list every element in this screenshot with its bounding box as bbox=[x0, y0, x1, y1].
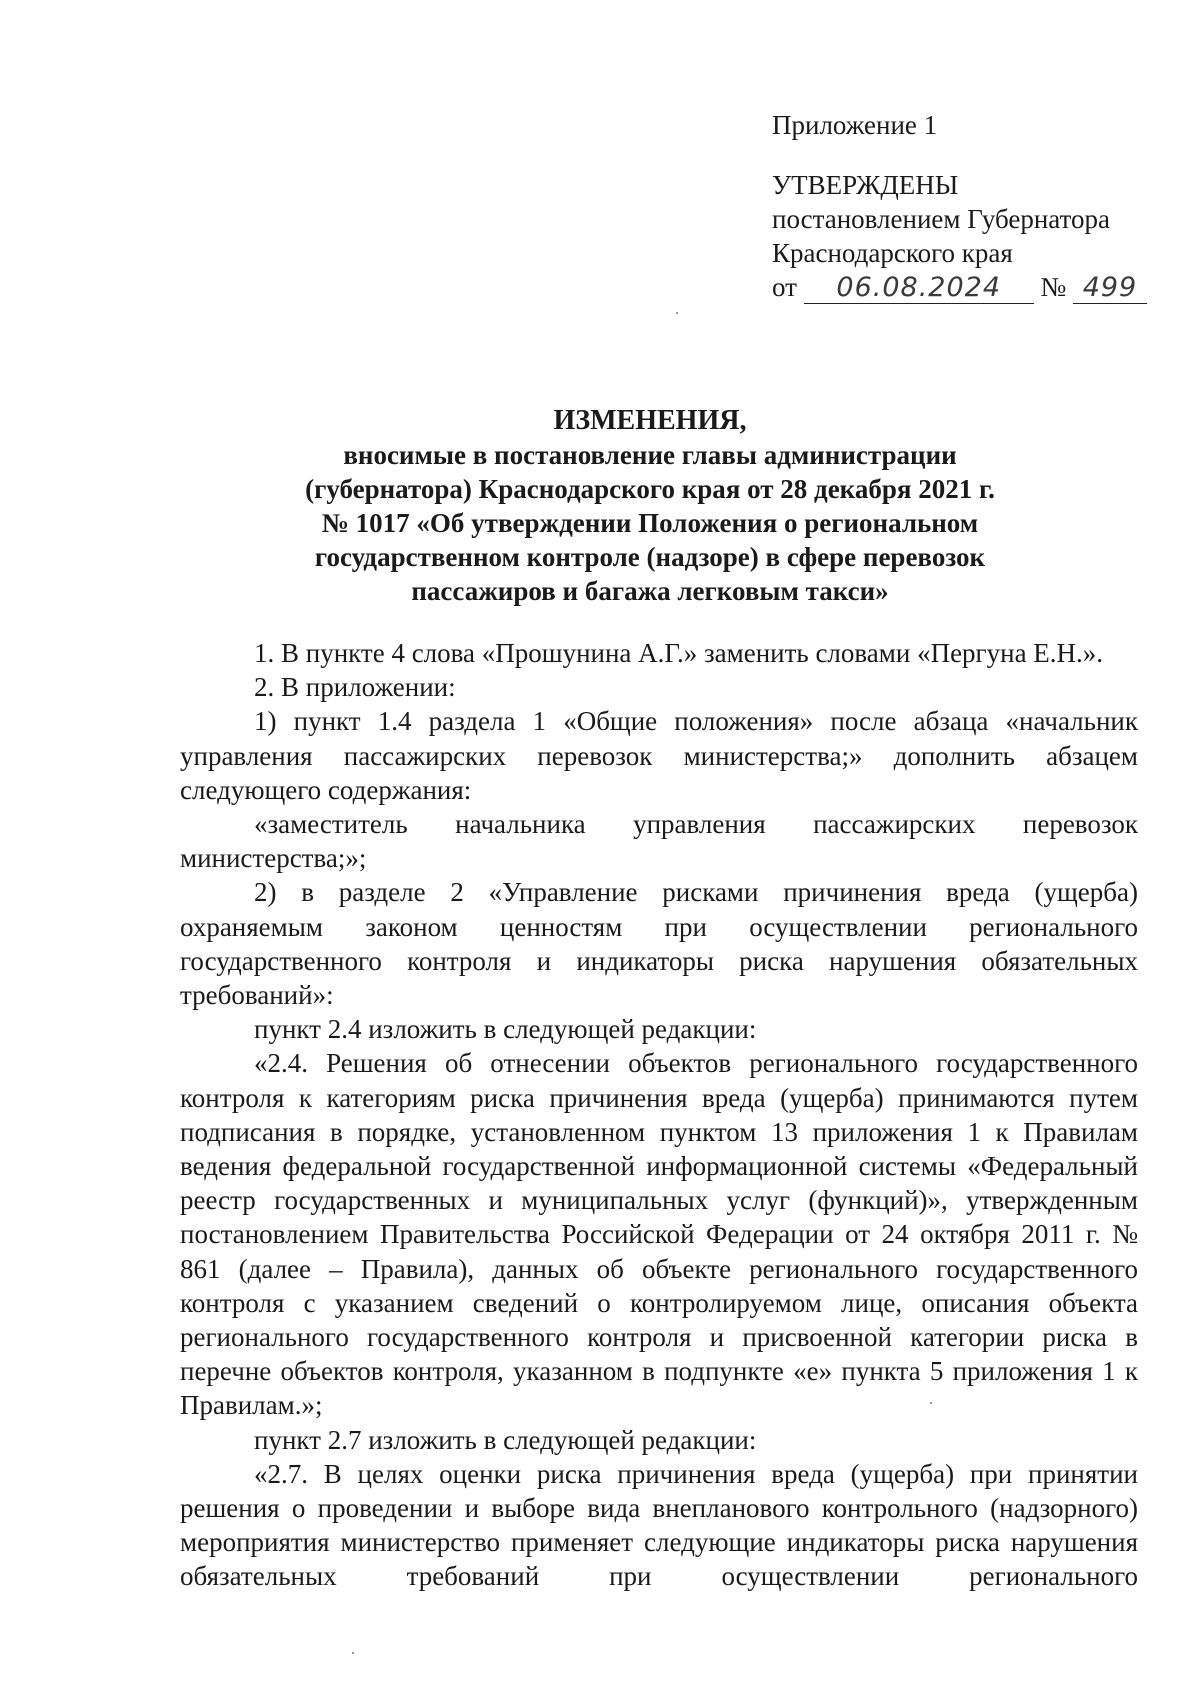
approval-date-line bbox=[772, 270, 1172, 304]
approval-block bbox=[772, 108, 1172, 304]
paragraph: 2) в разделе 2 «Управление рисками причинения вреда (ущерба) охраняемым законом ценностям при осуществлении регионального государственного контроля и индикаторы риска нарушения обязательных требований»: bbox=[180, 877, 1138, 1011]
approved-label: УТВЕРЖДЕНЫ bbox=[772, 170, 959, 200]
paragraph: 1. В пункте 4 слова «Прошунина А.Г.» заменить словами «Пергуна Е.Н.». bbox=[254, 638, 1104, 668]
scan-speck bbox=[930, 1402, 932, 1404]
document-heading bbox=[180, 404, 1120, 608]
heading-line: пассажиров и багажа легковым такси» bbox=[411, 576, 889, 606]
scan-speck bbox=[352, 1652, 354, 1654]
heading-title: ИЗМЕНЕНИЯ, bbox=[553, 405, 747, 436]
scan-speck bbox=[676, 312, 678, 314]
paragraph: «заместитель начальника управления пассажирских перевозок министерства;»; bbox=[180, 809, 1138, 874]
approved-region: Краснодарского края bbox=[772, 238, 1013, 268]
heading-line: государственном контроле (надзоре) в сфере перевозок bbox=[314, 542, 986, 572]
approved-by: постановлением Губернатора bbox=[772, 204, 1110, 234]
handwritten-date: 06.08.2024 bbox=[804, 273, 1034, 304]
number-prefix: № bbox=[1040, 272, 1067, 302]
paragraph: 2. В приложении: bbox=[254, 672, 456, 703]
paragraph: 1) пункт 1.4 раздела 1 «Общие положения» после абзаца «начальник управления пассажирских перевозок министерства;» дополнить абзацем следующего содержания: bbox=[180, 706, 1138, 805]
paragraph: «2.7. В целях оценки риска причинения вреда (ущерба) при принятии решения о проведении и выборе вида внепланового контрольного (надзорного) мероприятия министерство применяет следующие индикаторы риска нарушения обязательных требований при осуществлении регионального bbox=[180, 1458, 1138, 1592]
document-body bbox=[180, 636, 1138, 1594]
paragraph: пункт 2.7 изложить в следующей редакции: bbox=[254, 1424, 757, 1455]
heading-line: № 1017 «Об утверждении Положения о региональном bbox=[321, 508, 979, 538]
heading-line: вносимые в постановление главы администрации bbox=[343, 440, 957, 470]
paragraph: пункт 2.4 изложить в следующей редакции: bbox=[254, 1014, 757, 1045]
date-prefix: от bbox=[772, 272, 797, 302]
appendix-label: Приложение 1 bbox=[772, 110, 938, 140]
paragraph: «2.4. Решения об отнесении объектов регионального государственного контроля к категориям риска причинения вреда (ущерба) принимаются путем подписания в порядке, установленном пунктом 13 приложения 1 к Правилам ведения федеральной государственной информационной системы «Федеральный реестр государственных и муниципальных услуг (функций)», утвержденным постановлением Правительства Российской Федерации от 24 октября 2011 г. № 861 (далее – Правила), данных об объекте регионального государственного контроля с указанием сведений о контролируемом лице, описания объекта регионального государственного контроля и присвоенной категории риска в перечне объектов контроля, указанном в подпункте «е» пункта 5 приложения 1 к Правилам.»; bbox=[180, 1048, 1138, 1421]
heading-line: (губернатора) Краснодарского края от 28 декабря 2021 г. bbox=[305, 474, 995, 504]
handwritten-number: 499 bbox=[1073, 273, 1147, 304]
